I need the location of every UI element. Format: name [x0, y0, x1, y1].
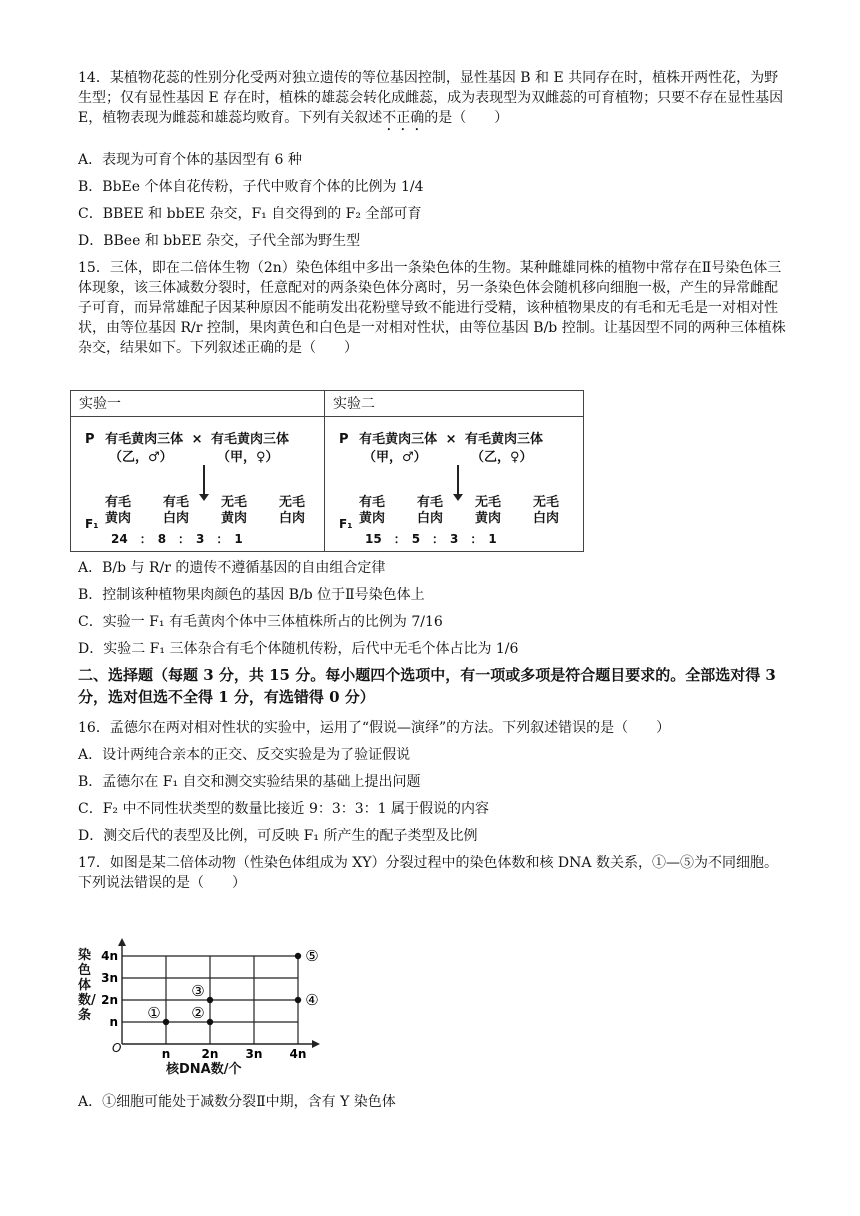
- q15-option-d[interactable]: D．实验二 F₁ 三体杂合有毛个体随机传粉，后代中无毛个体占比为 1/6: [78, 641, 519, 657]
- experiment-2-cross-line: [339, 431, 543, 449]
- chromosome-dna-graph: [70, 920, 360, 1080]
- phenotype: 有毛 黄肉: [104, 495, 131, 526]
- q16-option-a[interactable]: A．设计两纯合亲本的正交、反交实验是为了验证假说: [78, 747, 411, 763]
- f1-ratio: 24 ： 8 ： 3 ： 1: [111, 532, 243, 546]
- p-label: P: [339, 432, 349, 447]
- experiment-table: [70, 390, 584, 552]
- phenotype: 无毛 黄肉: [220, 495, 247, 526]
- q15-option-a[interactable]: A．B/b 与 R/r 的遗传不遵循基因的自由组合定律: [78, 560, 386, 576]
- q14-option-b[interactable]: B．BbEe 个体自花传粉，子代中败育个体的比例为 1/4: [78, 179, 424, 195]
- left-parent: 有毛黄肉三体: [359, 432, 438, 447]
- x-tick-label: 3n: [245, 1047, 263, 1061]
- q15-stem: 15．三体，即在二倍体生物（2n）染色体组中多出一条染色体的生物。某种雌雄同株的植物中常存在Ⅱ号染色体三体现象，该三体减数分裂时，任意配对的两条染色体分离时，另一条染色体会随机移向细胞一极，产生的异常雌配子可育，而异常雄配子因某种原因不能萌发出花粉壁导致不能进行受精，该种植物果皮的有毛和无毛是一对相对性状，由等位基因 R/r 控制，果肉黄色和白色是一对相对性状，由等位基因 B/b 控制。让基因型不同的两种三体植株杂交，结果如下。下列叙述正确的是（ ）: [78, 260, 786, 356]
- experiment-1-title: 实验一: [71, 391, 324, 417]
- q15-option-c[interactable]: C．实验一 F₁ 有毛黄肉个体中三体植株所占的比例为 7/16: [78, 614, 443, 630]
- right-parent-note: （甲，♀）: [217, 450, 279, 465]
- data-point: [163, 1019, 169, 1025]
- left-parent-note: （乙，♂）: [109, 450, 173, 465]
- x-axis-label: 核DNA数/个: [166, 1062, 242, 1077]
- q16-stem: 16．孟德尔在两对相对性状的实验中，运用了“假说—演绎”的方法。下列叙述错误的是（ ）: [78, 720, 671, 736]
- y-tick-label: 3n: [101, 971, 118, 985]
- phenotype: 无毛 黄肉: [474, 495, 501, 526]
- data-point: [295, 997, 301, 1003]
- y-tick-label: 4n: [101, 949, 118, 963]
- experiment-1-cross-line: [85, 431, 289, 449]
- x-tick-label: 2n: [201, 1047, 219, 1061]
- cross-sign: ×: [191, 432, 203, 447]
- data-point: [207, 1019, 213, 1025]
- experiment-2-diagram: [325, 417, 583, 551]
- phenotype: 有毛 白肉: [416, 495, 443, 526]
- x-tick-label: n: [161, 1047, 171, 1061]
- phenotype: 有毛 白肉: [162, 495, 189, 526]
- origin-label: O: [112, 1041, 122, 1055]
- f1-ratio: 15 ： 5 ： 3 ： 1: [365, 532, 497, 546]
- point-label: ②: [191, 1004, 205, 1022]
- point-label: ①: [147, 1004, 161, 1022]
- data-point: [295, 953, 301, 959]
- right-parent: 有毛黄肉三体: [465, 432, 544, 447]
- q14-option-d[interactable]: D．BBee 和 bbEE 杂交，子代全部为野生型: [78, 233, 361, 249]
- right-parent-note: （乙，♀）: [471, 450, 533, 465]
- phenotype: 无毛 白肉: [278, 495, 305, 526]
- q14-option-a[interactable]: A．表现为可育个体的基因型有 6 种: [78, 152, 302, 168]
- point-label: ④: [305, 991, 319, 1009]
- experiment-1: [71, 391, 325, 551]
- q15-option-b[interactable]: B．控制该种植物果肉颜色的基因 B/b 位于Ⅱ号染色体上: [78, 587, 425, 603]
- q17-stem: 17．如图是某二倍体动物（性染色体组成为 XY）分裂过程中的染色体数和核 DNA 数关系，①—⑤为不同细胞。下列说法错误的是（ ）: [78, 855, 778, 891]
- y-axis-arrow-icon: [118, 938, 126, 946]
- q16-option-d[interactable]: D．测交后代的表型及比例，可反映 F₁ 所产生的配子类型及比例: [78, 828, 478, 844]
- point-label: ③: [191, 982, 205, 1000]
- graph-canvas: [70, 920, 360, 1080]
- section-2-heading: 二、选择题（每题 3 分，共 15 分。每小题四个选项中，有一项或多项是符合题目要求的。全部选对得 3 分，选对但选不全得 1 分，有选错得 0 分）: [78, 666, 776, 706]
- experiment-2-title: 实验二: [325, 391, 583, 417]
- q14-option-c[interactable]: C．BBEE 和 bbEE 杂交，F₁ 自交得到的 F₂ 全部可育: [78, 206, 422, 222]
- experiment-2: [325, 391, 583, 551]
- x-tick-label: 4n: [289, 1047, 307, 1061]
- down-arrow-icon: [203, 465, 205, 495]
- q14-stem: [78, 68, 786, 134]
- point-label: ⑤: [305, 947, 319, 965]
- down-arrow-icon: [457, 465, 459, 495]
- left-parent: 有毛黄肉三体: [105, 432, 184, 447]
- phenotype: 有毛 黄肉: [358, 495, 385, 526]
- q17-option-a[interactable]: A．①细胞可能处于减数分裂Ⅱ中期，含有 Y 染色体: [78, 1094, 396, 1110]
- phenotype: 无毛 白肉: [532, 495, 559, 526]
- y-tick-label: n: [109, 1015, 118, 1029]
- cross-sign: ×: [445, 432, 457, 447]
- experiment-1-diagram: [71, 417, 324, 551]
- p-label: P: [85, 432, 95, 447]
- left-parent-note: （甲，♂）: [363, 450, 427, 465]
- q14-stem-end: 的是（ ）: [424, 110, 509, 126]
- right-parent: 有毛黄肉三体: [211, 432, 290, 447]
- f1-label: F₁: [85, 517, 99, 531]
- y-tick-label: 2n: [101, 993, 118, 1007]
- q16-option-b[interactable]: B．孟德尔在 F₁ 自交和测交实验结果的基础上提出问题: [78, 774, 421, 790]
- q14-stem-text: 14．某植物花蕊的性别分化受两对独立遗传的等位基因控制，显性基因 B 和 E 共同存在时，植株开两性花，为野生型；仅有显性基因 E 存在时，植株的雄蕊会转化成雌蕊，成为表现型为双雌蕊的可育植物；只要不存在显性基因 E，植物表现为雌蕊和雄蕊均败育。下列有关叙述: [78, 70, 784, 126]
- f1-label: F₁: [339, 517, 353, 531]
- q16-option-c[interactable]: C．F₂ 中不同性状类型的数量比接近 9：3：3：1 属于假说的内容: [78, 801, 490, 817]
- data-point: [207, 997, 213, 1003]
- x-axis-arrow-icon: [312, 1040, 320, 1048]
- y-axis-label: 染色体数/条: [78, 948, 96, 1023]
- q14-emphasis: 不正确: [382, 110, 425, 126]
